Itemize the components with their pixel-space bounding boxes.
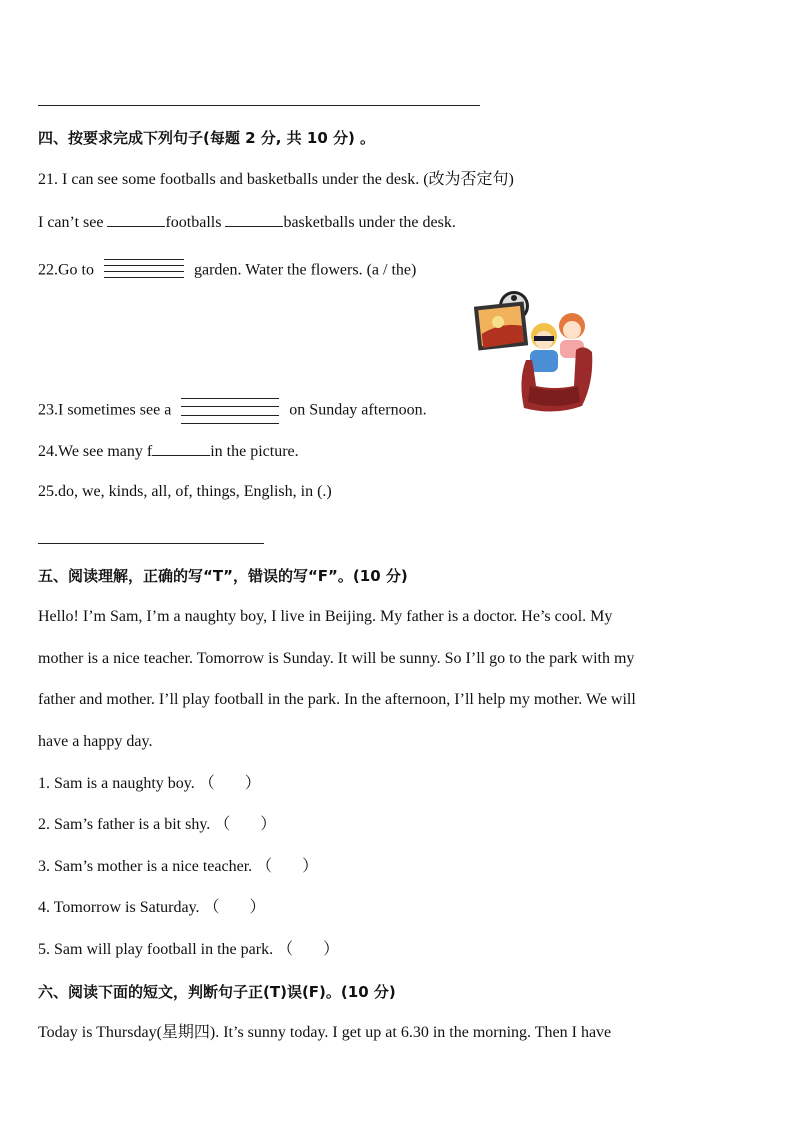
question-25: 25.do, we, kinds, all, of, things, English, in (.) (38, 483, 332, 500)
question-21 (38, 170, 514, 190)
statement-5-text: 5. Sam will play football in the park. (38, 941, 274, 958)
question-22-suffix: garden. Water the flowers. (a / the) (194, 261, 417, 279)
statement-3-text: 3. Sam’s mother is a nice teacher. (38, 858, 253, 875)
question-21-answer (38, 212, 456, 233)
answer-paren-4[interactable]: （ ） (203, 899, 266, 916)
question-24-suffix: in the picture. (210, 443, 299, 460)
passage-6-line-1: Today is Thursday(星期四). It’s sunny today. I get up at 6.30 in the morning. Then I have (38, 1024, 612, 1041)
answer-paren-3[interactable]: （ ） (256, 858, 319, 875)
question-23-prefix: 23.I sometimes see a (38, 401, 172, 419)
answer-21-part-b: footballs (165, 214, 222, 231)
blank-23[interactable] (181, 398, 279, 424)
answer-line-top (38, 105, 480, 106)
statement-1 (38, 774, 261, 794)
blank-21-1[interactable] (107, 212, 165, 227)
question-21-text: . I can see some footballs and basketballs under the desk. (改为否定句) (54, 171, 514, 188)
answer-paren-2[interactable]: （ ） (214, 816, 277, 833)
passage-5-line-2: mother is a nice teacher. Tomorrow is Sunday. It will be sunny. So I’ll go to the park with my (38, 650, 635, 667)
question-24 (38, 441, 299, 462)
question-23 (38, 398, 427, 424)
statement-1-text: 1. Sam is a naughty boy. (38, 775, 195, 792)
statement-2 (38, 815, 276, 835)
section-6-heading: 六、阅读下面的短文，判断句子正(T)误(F)。(10 分) (38, 983, 396, 1001)
section-4-heading: 四、按要求完成下列句子(每题 2 分, 共 10 分) 。 (38, 129, 376, 147)
passage-5-line-4: have a happy day. (38, 733, 153, 750)
answer-21-part-a: I can’t see (38, 214, 104, 231)
passage-5-line-3: father and mother. I’ll play football in the park. In the afternoon, I’ll help my mother. We will (38, 691, 636, 708)
answer-paren-5[interactable]: （ ） (277, 941, 340, 958)
section-5-heading: 五、阅读理解，正确的写“T”，错误的写“F”。(10 分) (38, 567, 408, 585)
blank-24[interactable] (152, 441, 210, 456)
question-23-suffix: on Sunday afternoon. (289, 401, 427, 419)
answer-line-25[interactable] (38, 543, 264, 544)
passage-5-line-1: Hello! I’m Sam, I’m a naughty boy, I live in Beijing. My father is a doctor. He’s cool. My (38, 608, 613, 625)
answer-21-part-c: basketballs under the desk. (283, 214, 456, 231)
cinema-illustration (474, 290, 602, 416)
statement-5 (38, 940, 339, 960)
question-22 (38, 259, 416, 283)
question-24-prefix: 24.We see many f (38, 443, 153, 460)
statement-2-text: 2. Sam’s father is a bit shy. (38, 816, 211, 833)
statement-3 (38, 857, 318, 877)
question-22-prefix: 22.Go to (38, 261, 94, 279)
answer-paren-1[interactable]: （ ） (198, 775, 261, 792)
statement-4-text: 4. Tomorrow is Saturday. (38, 899, 200, 916)
blank-21-2[interactable] (225, 212, 283, 227)
statement-4 (38, 898, 266, 918)
blank-22[interactable] (104, 259, 184, 283)
question-21-number: 21 (38, 171, 54, 188)
